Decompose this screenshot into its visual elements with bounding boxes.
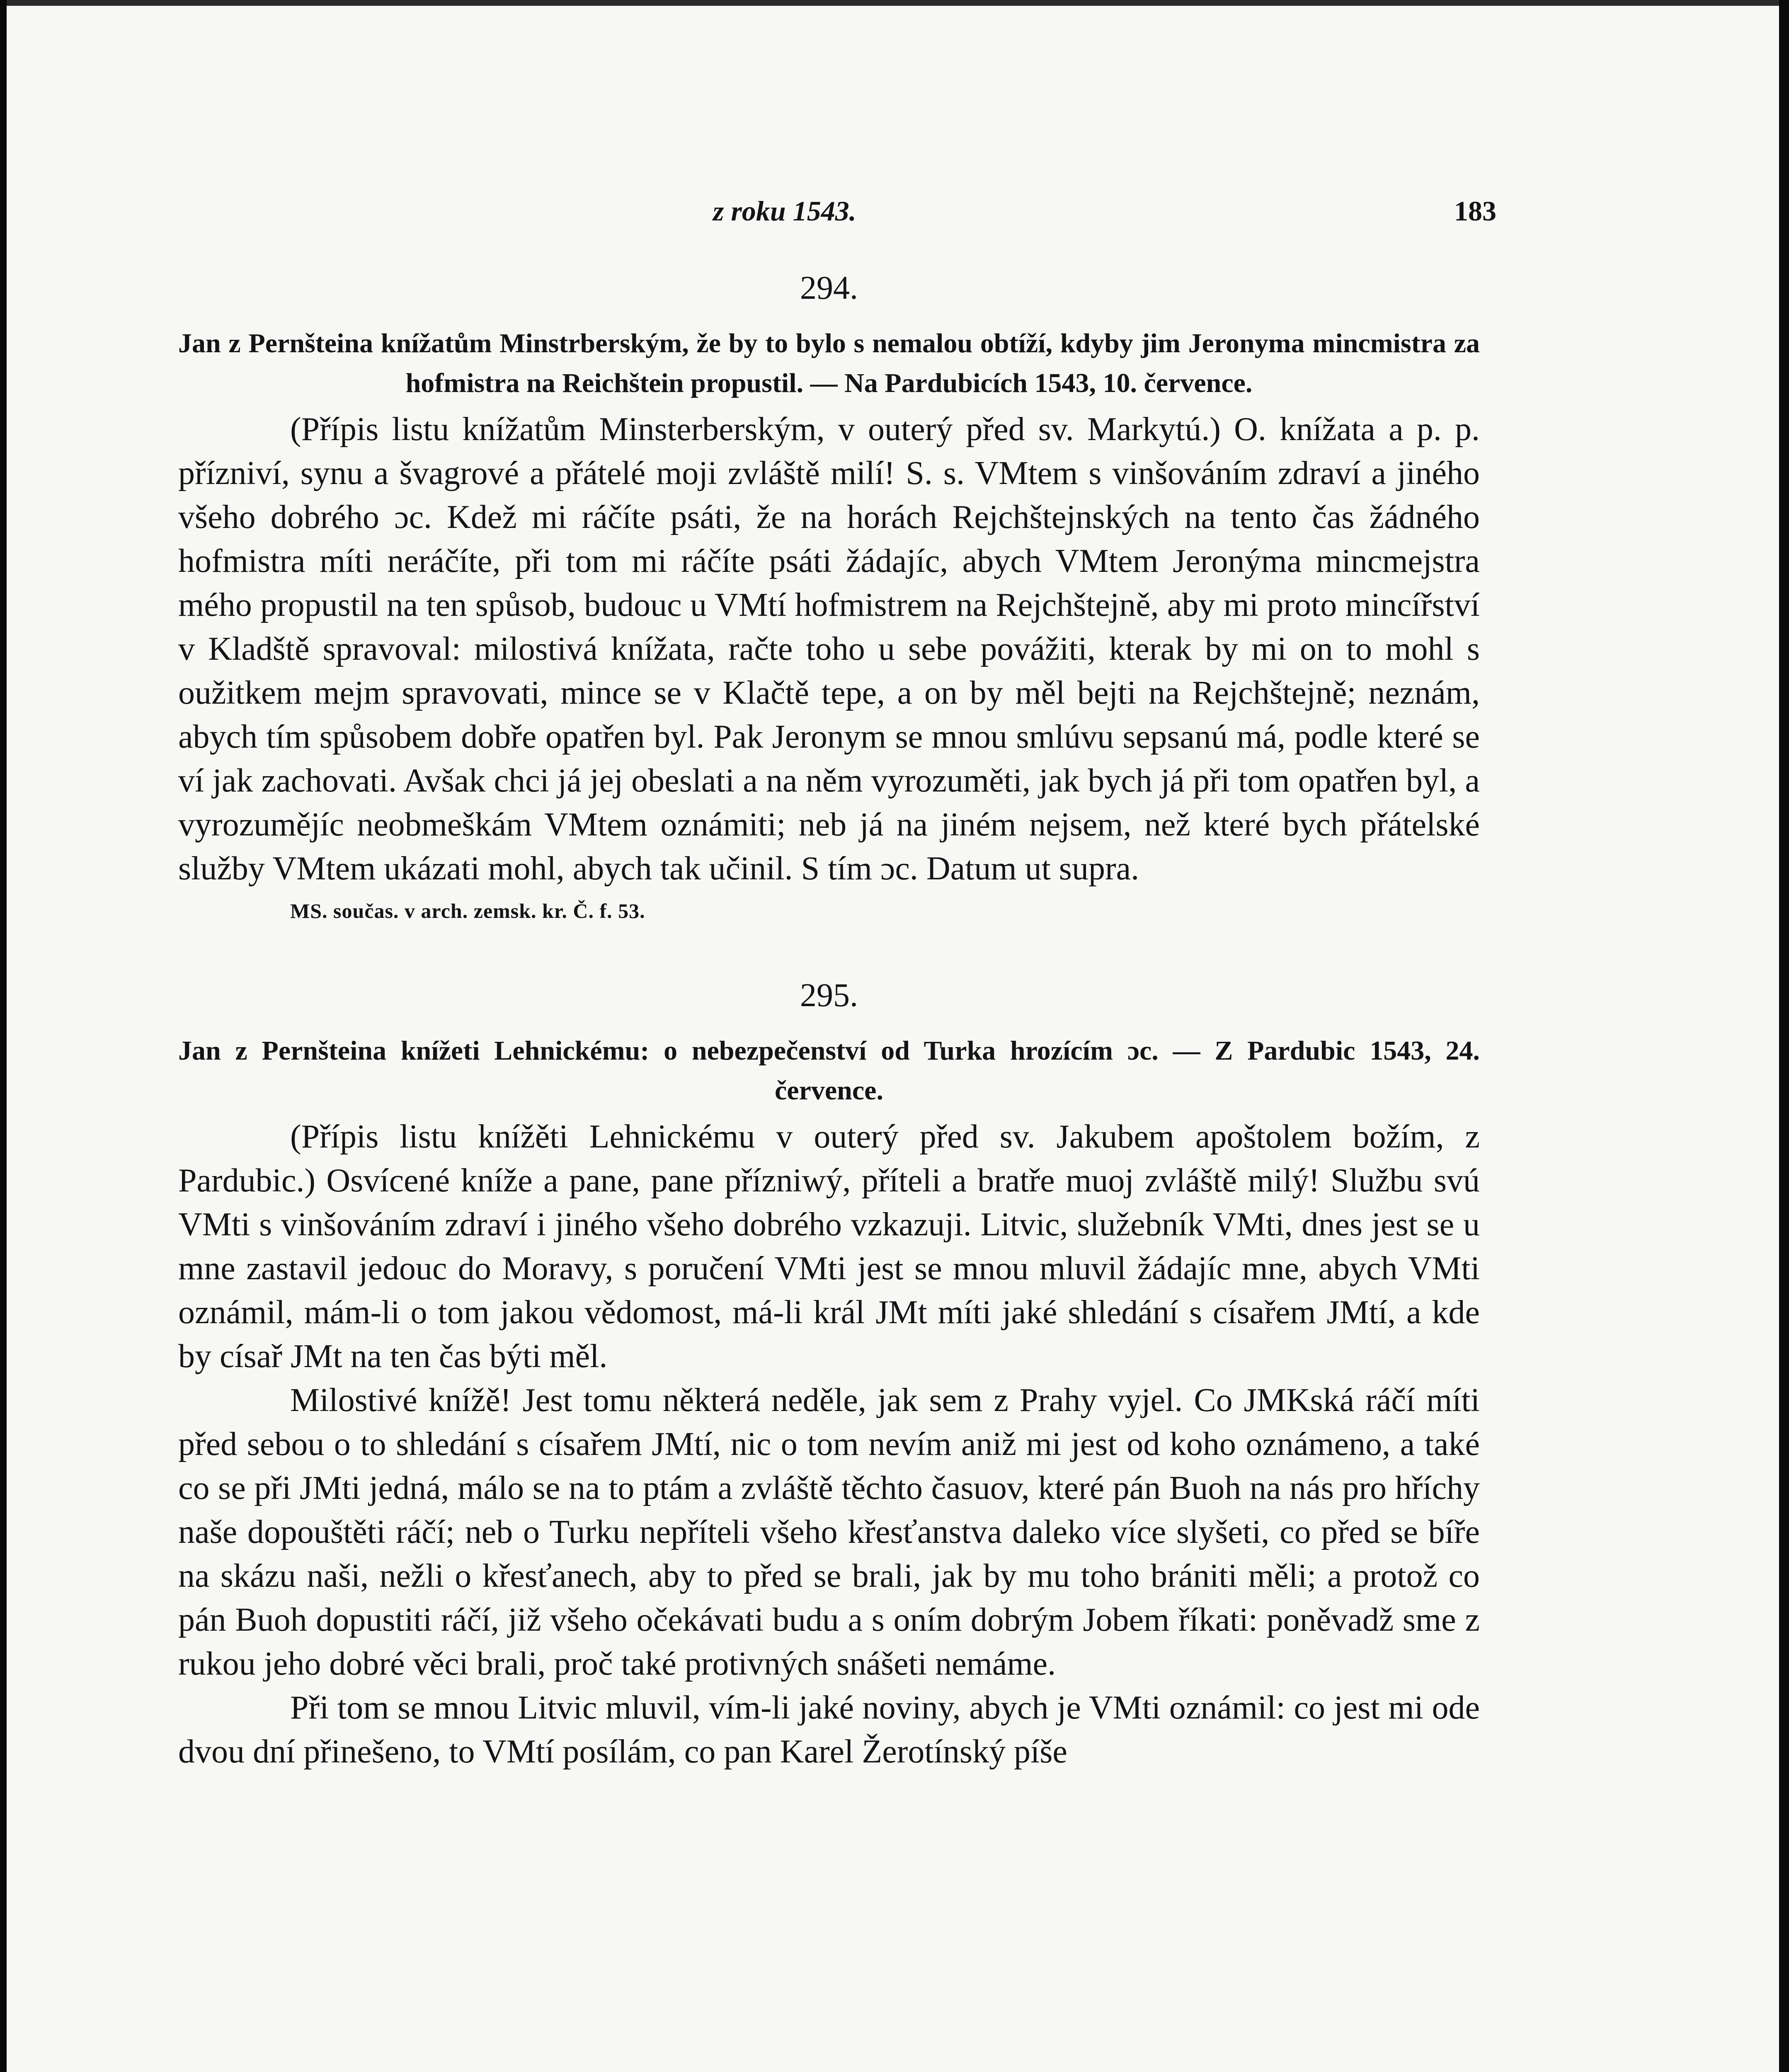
running-head: [178, 195, 1496, 240]
document-paragraph: (Přípis listu knížěti Lehnickému v outerý před sv. Jakubem apoštolem božím, z Pardubic.) Osvícené kníže a pane, pane přízniwý, příteli a bratře muoj zvláště milý! Službu svú VMti s vinšováním zdraví i jiného všeho dobrého vzkazuji. Litvic, služebník VMti, dnes jest se u mne zastavil jedouc do Moravy, s poručení VMti jest se mnou mluvil žádajíc mne, abych VMti oznámil, mám-li o tom jakou vědomost, má-li král JMt míti jaké shledání s císařem JMtí, a kde by císař JMt na ten čas býti měl.: [178, 1118, 1480, 1375]
document-regest: Jan z Pernšteina knížeti Lehnickému: o nebezpečenství od Turka hrozícím ɔc. — Z Pardubic 1543, 24. července.: [178, 1036, 1480, 1106]
source-note: MS. součas. v arch. zemsk. kr. Č. f. 53.: [290, 899, 645, 922]
document-regest: Jan z Pernšteina knížatům Minstrberským, že by to bylo s nemalou obtíží, kdyby jim Jeronyma mincmistra za hofmistra na Reichštein propustil. — Na Pardubicích 1543, 10. července.: [178, 328, 1480, 398]
running-title: z roku 1543.: [713, 195, 856, 227]
document-number: 294.: [800, 270, 858, 306]
page-number: 183: [1454, 195, 1496, 227]
document-paragraph: (Přípis listu knížatům Minsterberským, v outerý před sv. Markytú.) O. knížata a p. p. přízniví, synu a švagrové a přátelé moji zvláště milí! S. s. VMtem s vinšováním zdraví a jiného všeho dobrého ɔc. Kdež mi ráčíte psáti, že na horách Rejchštejnských na tento čas žádného hofmistra míti neráčíte, při tom mi ráčíte psáti žádajíc, abych VMtem Jeronýma mincmejstra mého propustil na ten spůsob, budouc u VMtí hofmistrem na Rejchštejně, aby mi proto mincířství v Kladště spravoval: milostivá knížata, račte toho u sebe povážiti, kterak by mi on to mohl s oužitkem mejm spravovati, mince se v Klačtě tepe, a on by měl bejti na Rejchštejně; neznám, abych tím spůsobem dobře opatřen byl. Pak Jeronym se mnou smlúvu sepsanú má, podle které se ví jak zachovati. Avšak chci já jej obeslati a na něm vyrozuměti, jak bych já při tom opatřen byl, a vyrozumějíc neobmeškám VMtem oznámiti; neb já na jiném nejsem, než které bych přátelské služby VMtem ukázati mohl, abych tak učinil. S tím ɔc. Datum ut supra.: [178, 411, 1480, 887]
scan-edge-right: [1779, 0, 1789, 2072]
book-page: [178, 195, 1496, 1774]
document-294: [178, 269, 1480, 923]
document-paragraph: Při tom se mnou Litvic mluvil, vím-li jaké noviny, abych je VMti oznámil: co jest mi ode dvou dní přinešeno, to VMtí posílám, co pan Karel Žerotínský píše: [178, 1690, 1480, 1770]
document-paragraph: Milostivé knížě! Jest tomu některá neděle, jak sem z Prahy vyjel. Co JMKská ráčí míti před sebou o to shledání s císařem JMtí, nic o tom nevím aniž mi jest od koho oznámeno, a také co se při JMti jedná, málo se na to ptám a zvláště těchto časuov, které pán Buoh na nás pro hříchy naše dopouštěti ráčí; neb o Turku nepříteli všeho křesťanstva daleko více slyšeti, co před se bíře na skázu naši, nežli o křesťanech, aby to před se brali, jak by mu toho brániti měli; a protož co pán Buoh dopustiti ráčí, již všeho očekávati budu a s oním dobrým Jobem říkati: poněvadž sme z rukou jeho dobré věci brali, proč také protivných snášeti nemáme.: [178, 1382, 1480, 1682]
section-gap: [178, 923, 1480, 948]
scan-edge-left: [0, 0, 7, 2072]
scan-edge-top: [0, 0, 1789, 6]
document-295: [178, 977, 1480, 1774]
document-number: 295.: [800, 977, 858, 1014]
